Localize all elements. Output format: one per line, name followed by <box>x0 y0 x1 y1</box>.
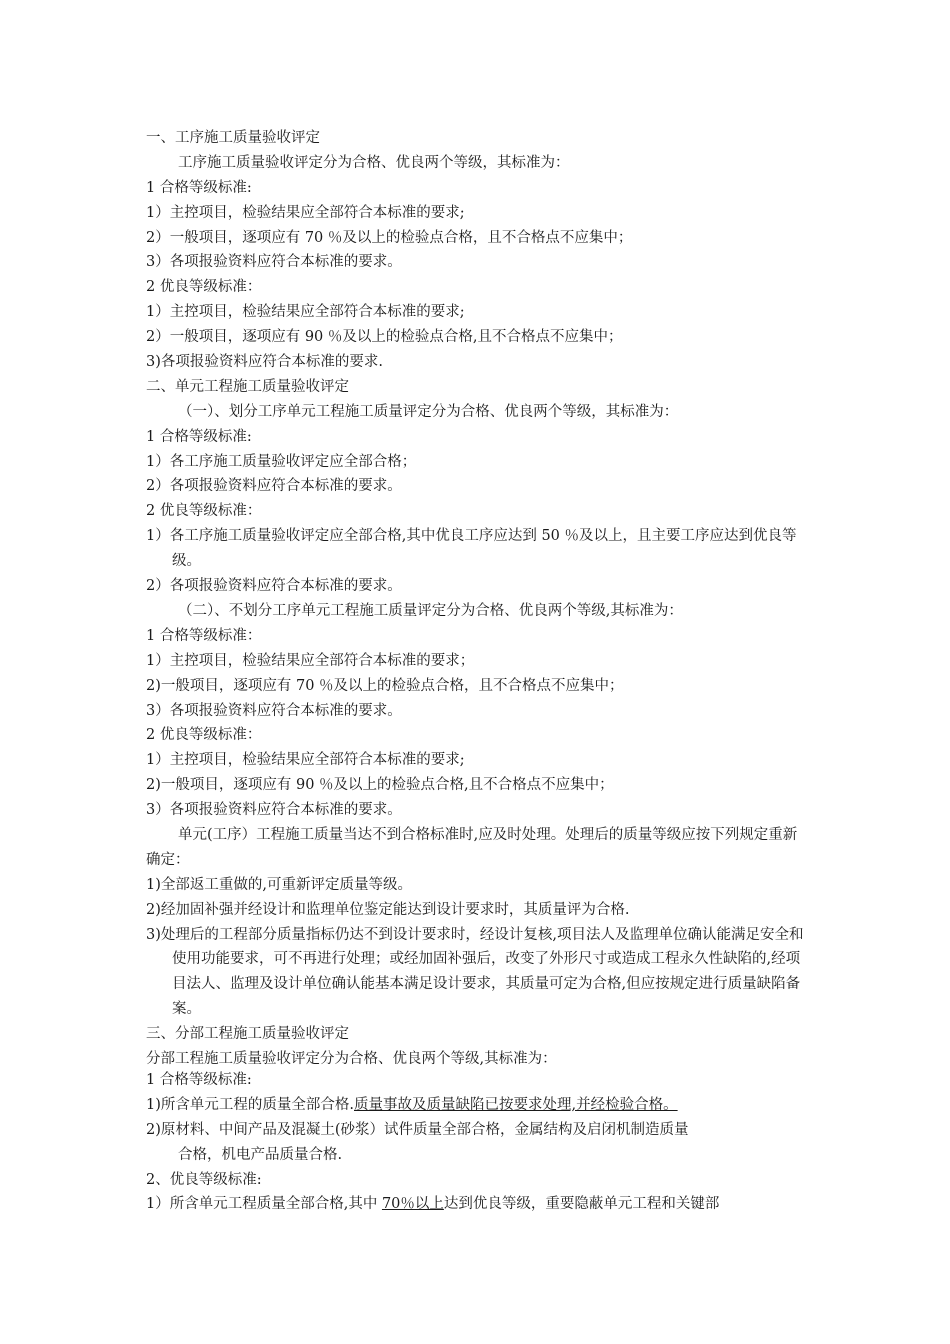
document-line: 2 优良等级标准： <box>146 279 262 296</box>
document-line: 3)处理后的工程部分质量指标仍达不到设计要求时，经设计复核,项目法人及监理单位确认能满足安全和使用功能要求，可不再进行处理；或经加固补强后，改变了外形尺寸或造成工程永久性缺陷的,经项目法人、监理及设计单位确认能基本满足设计要求，其质量可定为合格,但应按规定进行质量缺陷备案。 <box>146 926 804 1018</box>
document-line: 2 优良等级标准： <box>146 503 262 520</box>
document-line: 2)一般项目，逐项应有 70 ％及以上的检验点合格，且不合格点不应集中； <box>146 677 624 694</box>
document-line: 1 合格等级标准: <box>146 428 252 445</box>
document-line: 1 合格等级标准： <box>146 627 262 644</box>
document-line: 3）各项报验资料应符合本标准的要求。 <box>146 254 402 271</box>
document-line: 2）各项报验资料应符合本标准的要求。 <box>146 578 402 595</box>
document-line: （二）、不划分工序单元工程施工质量评定分为合格、优良两个等级,其标准为： <box>178 602 683 619</box>
document-line: 2）一般项目，逐项应有 90 ％及以上的检验点合格,且不合格点不应集中； <box>146 329 623 346</box>
document-tail <box>146 1068 806 1217</box>
document-line: 三、分部工程施工质量验收评定 <box>146 1026 349 1043</box>
document-line: 2）各项报验资料应符合本标准的要求。 <box>146 478 402 495</box>
document-line: 一、工序施工质量验收评定 <box>146 130 320 146</box>
document-line: 二、单元工程施工质量验收评定 <box>146 378 349 395</box>
document-line: 1）各工序施工质量验收评定应全部合格,其中优良工序应达到 50 ％及以上，且主要工序应达到优良等级。 <box>146 528 797 570</box>
document-line: 3）各项报验资料应符合本标准的要求。 <box>146 802 402 819</box>
document-line: 1）主控项目，检验结果应全部符合本标准的要求; <box>146 752 465 769</box>
document-line: 1 合格等级标准: <box>146 179 252 196</box>
document-line: 2)一般项目，逐项应有 90 ％及以上的检验点合格,且不合格点不应集中； <box>146 777 614 794</box>
document-line: 分部工程施工质量验收评定分为合格、优良两个等级,其标准为： <box>146 1051 557 1068</box>
document-line: 工序施工质量验收评定分为合格、优良两个等级，其标准为： <box>178 154 570 171</box>
tail-item-1 <box>146 1093 806 1118</box>
document-line: 3)各项报验资料应符合本标准的要求. <box>146 354 383 371</box>
document-body <box>146 126 806 1072</box>
tail-item-2-cont: 合格，机电产品质量合格. <box>178 1146 343 1163</box>
document-line: 1）各工序施工质量验收评定应全部合格； <box>146 453 417 470</box>
tail-item-3-text: 1）所含单元工程质量全部合格,其中 <box>146 1196 382 1213</box>
document-line: 1)全部返工重做的,可重新评定质量等级。 <box>146 876 412 893</box>
tail-item-2: 2)原材料、中间产品及混凝土(砂浆）试件质量全部合格，金属结构及启闭机制造质量 <box>146 1121 689 1138</box>
document-line: 1）主控项目，检验结果应全部符合本标准的要求； <box>146 652 475 669</box>
document-line: （一）、划分工序单元工程施工质量评定分为合格、优良两个等级，其标准为： <box>178 403 679 420</box>
document-line: 2）一般项目，逐项应有 70 ％及以上的检验点合格，且不合格点不应集中； <box>146 229 633 246</box>
tail-item-3 <box>146 1192 806 1217</box>
tail-heading-excellent: 2、优良等级标准: <box>146 1171 262 1188</box>
document-line: 3）各项报验资料应符合本标准的要求。 <box>146 702 402 719</box>
tail-item-3-rest: 达到优良等级，重要隐蔽单元工程和关键部 <box>443 1196 720 1213</box>
tail-heading-qualified: 1 合格等级标准: <box>146 1072 252 1088</box>
document-line: 1）主控项目，检验结果应全部符合本标准的要求; <box>146 304 465 321</box>
tail-item-1-underlined: 质量事故及质量缺陷已按要求处理,并经检验合格。 <box>354 1096 678 1113</box>
document-line: 2)经加固补强并经设计和监理单位鉴定能达到设计要求时，其质量评为合格. <box>146 901 630 918</box>
document-line: 2 优良等级标准： <box>146 727 262 744</box>
tail-item-1-text: 1)所含单元工程的质量全部合格. <box>146 1096 354 1113</box>
document-line: 1）主控项目，检验结果应全部符合本标准的要求; <box>146 204 465 221</box>
document-line: 单元(工序）工程施工质量当达不到合格标准时,应及时处理。处理后的质量等级应按下列规定重新确定： <box>146 826 798 868</box>
tail-item-3-underlined: 70％以上 <box>381 1196 444 1213</box>
